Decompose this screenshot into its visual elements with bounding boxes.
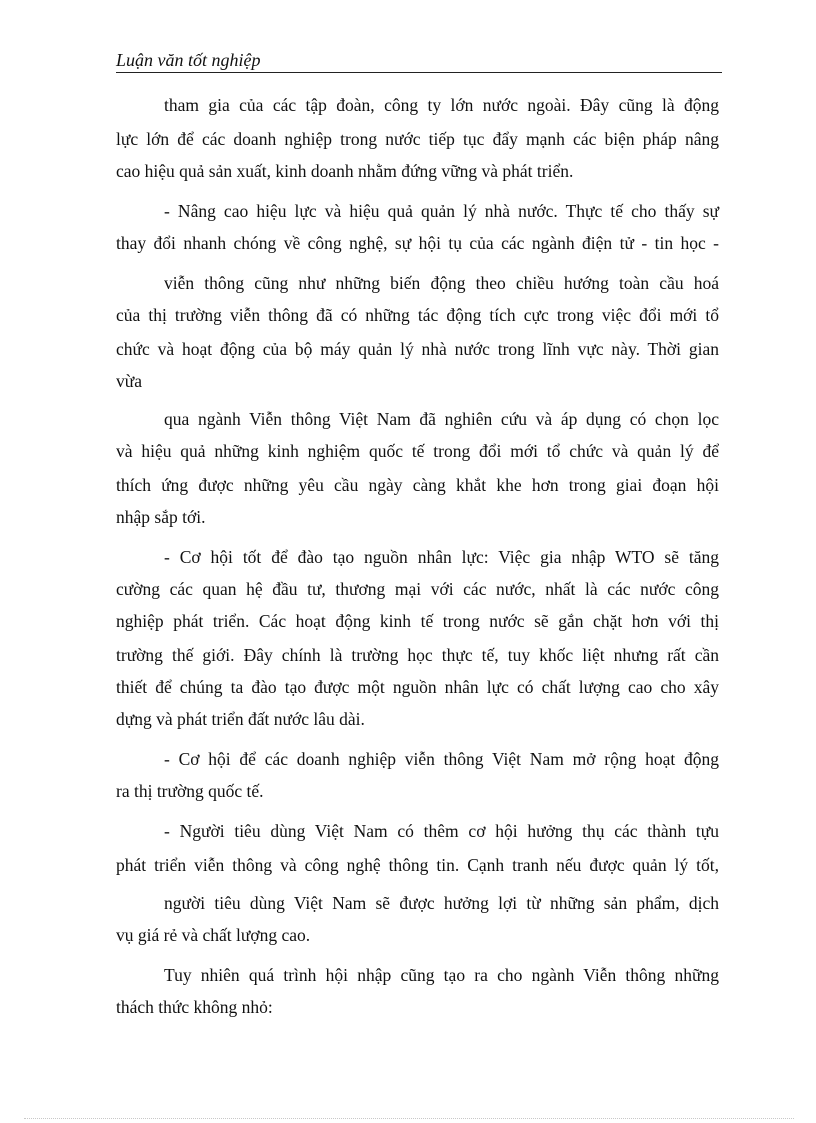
text-line: - Nâng cao hiệu lực và hiệu quả quản lý nhà nước. Thực tế cho thấy sự — [164, 201, 719, 221]
text-line: nghiệp phát triển. Các hoạt động kinh tế trong nước sẽ gắn chặt hơn với thị — [116, 611, 719, 631]
text-line: trường thế giới. Đây chính là trường học thực tế, tuy khốc liệt nhưng rất cần — [116, 645, 719, 665]
text-line: thiết để chúng ta đào tạo được một nguồn nhân lực có chất lượng cao cho xây — [116, 677, 719, 697]
text-line: thích ứng được những yêu cầu ngày càng khắt khe hơn trong giai đoạn hội — [116, 475, 719, 495]
text-line: ra thị trường quốc tế. — [116, 781, 264, 801]
text-line: và hiệu quả những kinh nghiệm quốc tế trong đổi mới tổ chức và quản lý để — [116, 441, 719, 461]
text-line: chức và hoạt động của bộ máy quản lý nhà nước trong lĩnh vực này. Thời gian — [116, 339, 719, 359]
text-line: cao hiệu quả sản xuất, kinh doanh nhằm đứng vững và phát triển. — [116, 161, 574, 181]
text-line: người tiêu dùng Việt Nam sẽ được hưởng lợi từ những sản phẩm, dịch — [164, 893, 719, 913]
text-line: viễn thông cũng như những biến động theo chiều hướng toàn cầu hoá — [164, 273, 719, 293]
text-line: thay đổi nhanh chóng về công nghệ, sự hội tụ của các ngành điện tử - tin học - — [116, 233, 719, 253]
text-line: - Cơ hội để các doanh nghiệp viễn thông Việt Nam mở rộng hoạt động — [164, 749, 719, 769]
text-line: vừa — [116, 371, 143, 391]
text-line: thách thức không nhỏ: — [116, 997, 273, 1017]
text-line: lực lớn để các doanh nghiệp trong nước tiếp tục đẩy mạnh các biện pháp nâng — [116, 129, 719, 149]
text-line: cường các quan hệ đầu tư, thương mại với các nước, nhất là các nước công — [116, 579, 719, 599]
page-header — [116, 48, 722, 73]
text-line: nhập sắp tới. — [116, 507, 206, 527]
text-line: phát triển viễn thông và công nghệ thông tin. Cạnh tranh nếu được quản lý tốt, — [116, 855, 719, 875]
text-line: dựng và phát triển đất nước lâu dài. — [116, 709, 365, 729]
text-line: Tuy nhiên quá trình hội nhập cũng tạo ra cho ngành Viễn thông những — [164, 965, 719, 985]
text-line: - Người tiêu dùng Việt Nam có thêm cơ hội hưởng thụ các thành tựu — [164, 821, 719, 841]
text-line: của thị trường viễn thông đã có những tác động tích cực trong việc đổi mới tổ — [116, 305, 719, 325]
text-line: vụ giá rẻ và chất lượng cao. — [116, 925, 311, 945]
header-title: Luận văn tốt nghiệp — [116, 50, 261, 70]
text-line: qua ngành Viễn thông Việt Nam đã nghiên cứu và áp dụng có chọn lọc — [164, 409, 719, 429]
footer-divider — [24, 1118, 794, 1119]
text-line: - Cơ hội tốt để đào tạo nguồn nhân lực: Việc gia nhập WTO sẽ tăng — [164, 547, 719, 567]
text-line: tham gia của các tập đoàn, công ty lớn nước ngoài. Đây cũng là động — [164, 95, 719, 115]
